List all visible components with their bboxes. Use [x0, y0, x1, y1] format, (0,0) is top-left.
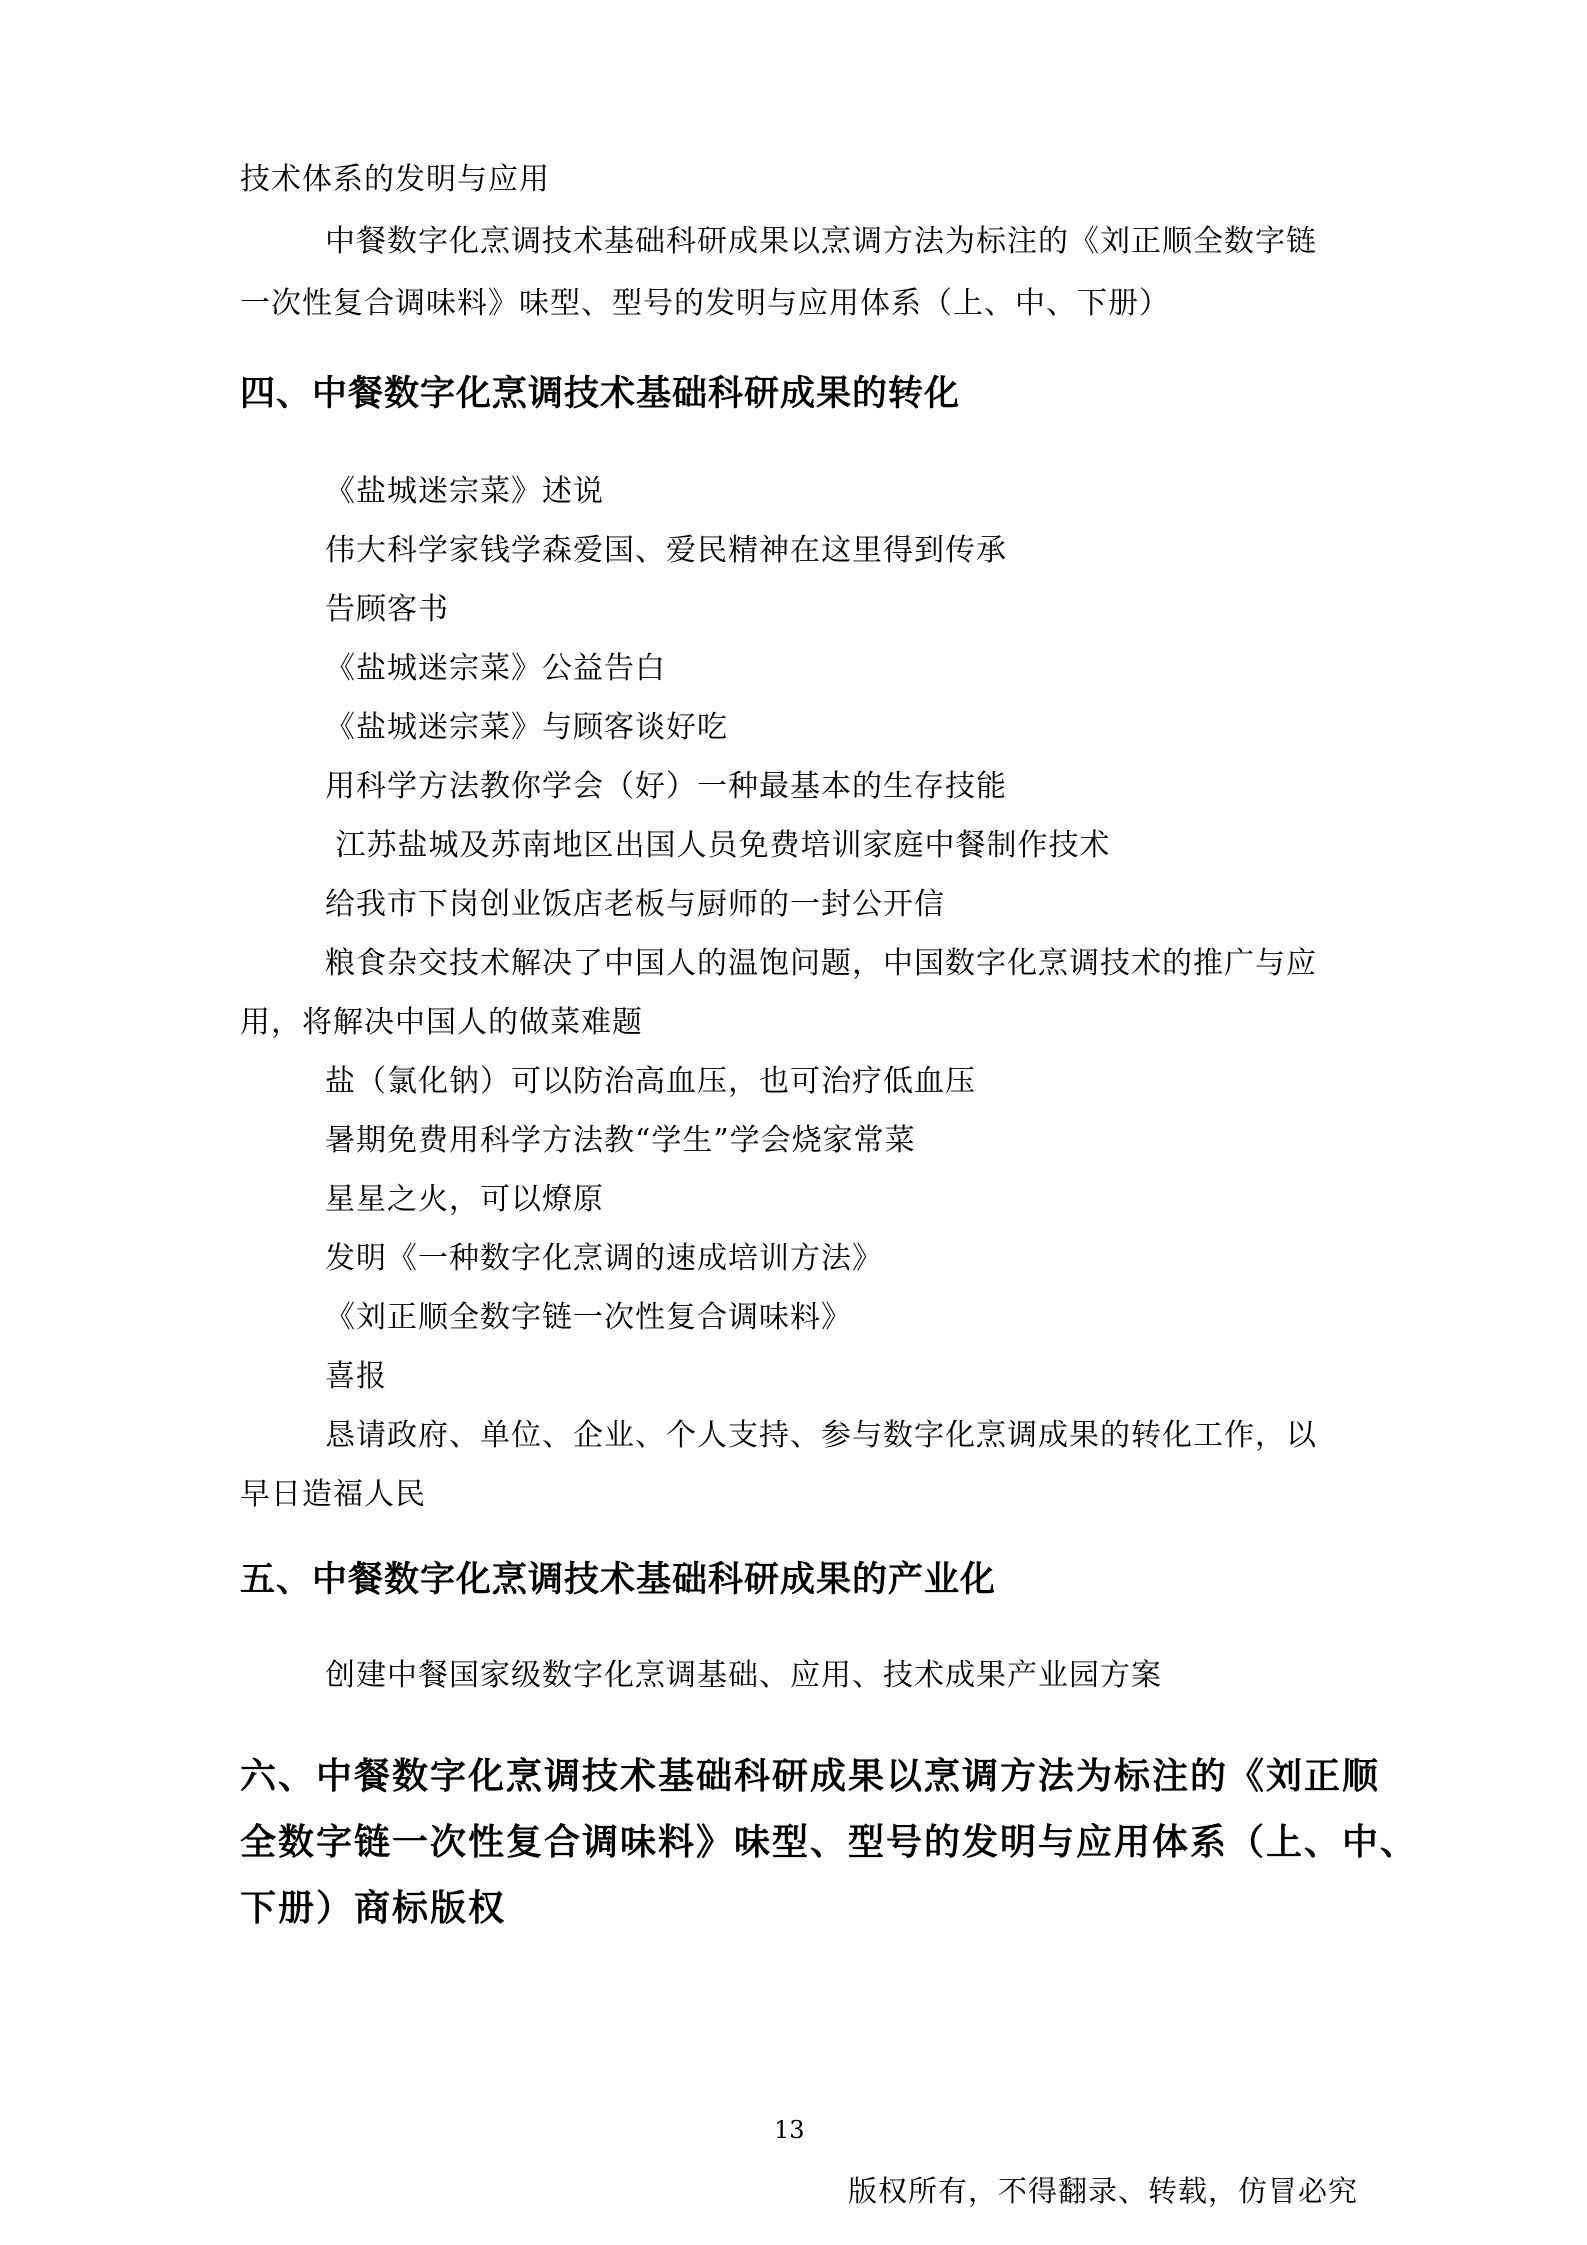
intro-paragraph-line-2: 一次性复合调味料》味型、型号的发明与应用体系（上、中、下册）: [240, 286, 1170, 321]
section-4-item: 暑期免费用科学方法教“学生”学会烧家常菜: [325, 1123, 916, 1158]
page-number: 13: [774, 2116, 805, 2144]
section-6-heading-line-1: 六、中餐数字化烹调技术基础科研成果以烹调方法为标注的《刘正顺: [240, 1756, 1381, 1797]
section-6-heading-line-3: 下册）商标版权: [240, 1888, 507, 1929]
section-4-item: 《盐城迷宗菜》公益告白: [325, 651, 666, 686]
section-4-item: 用科学方法教你学会（好）一种最基本的生存技能: [325, 769, 1007, 804]
section-4-item: 给我市下岗创业饭店老板与厨师的一封公开信: [325, 887, 945, 922]
section-4-last-item-line-1: 恳请政府、单位、企业、个人支持、参与数字化烹调成果的转化工作，以: [325, 1418, 1317, 1453]
section-5-item: 创建中餐国家级数字化烹调基础、应用、技术成果产业园方案: [325, 1658, 1162, 1693]
section-4-item: 《盐城迷宗菜》与顾客谈好吃: [325, 710, 728, 745]
copyright-notice: 版权所有，不得翻录、转载，仿冒必究: [848, 2174, 1359, 2208]
intro-paragraph-line-1: 中餐数字化烹调技术基础科研成果以烹调方法为标注的《刘正顺全数字链: [325, 224, 1317, 259]
section-4-item: 喜报: [325, 1359, 387, 1394]
section-4-item: 发明《一种数字化烹调的速成培训方法》: [325, 1241, 883, 1276]
section-4-item: 告顾客书: [325, 592, 449, 627]
section-6-heading-line-2: 全数字链一次性复合调味料》味型、型号的发明与应用体系（上、中、: [240, 1822, 1419, 1863]
section-4-item: 伟大科学家钱学森爱国、爱民精神在这里得到传承: [325, 533, 1007, 568]
section-4-last-item-line-2: 早日造福人民: [240, 1477, 426, 1512]
section-4-item: 星星之火，可以燎原: [325, 1182, 604, 1217]
intro-line: 技术体系的发明与应用: [240, 162, 550, 197]
section-4-heading: 四、中餐数字化烹调技术基础科研成果的转化: [240, 374, 961, 414]
section-4-item: 盐（氯化钠）可以防治高血压，也可治疗低血压: [325, 1064, 976, 1099]
section-4-long-item-line-2: 用，将解决中国人的做菜难题: [240, 1005, 643, 1040]
section-5-heading: 五、中餐数字化烹调技术基础科研成果的产业化: [240, 1560, 997, 1600]
section-4-long-item-line-1: 粮食杂交技术解决了中国人的温饱问题，中国数字化烹调技术的推广与应: [325, 946, 1317, 981]
section-4-item: 江苏盐城及苏南地区出国人员免费培训家庭中餐制作技术: [325, 828, 1111, 863]
section-4-item: 《刘正顺全数字链一次性复合调味料》: [325, 1300, 852, 1335]
section-4-item: 《盐城迷宗菜》述说: [325, 474, 604, 509]
